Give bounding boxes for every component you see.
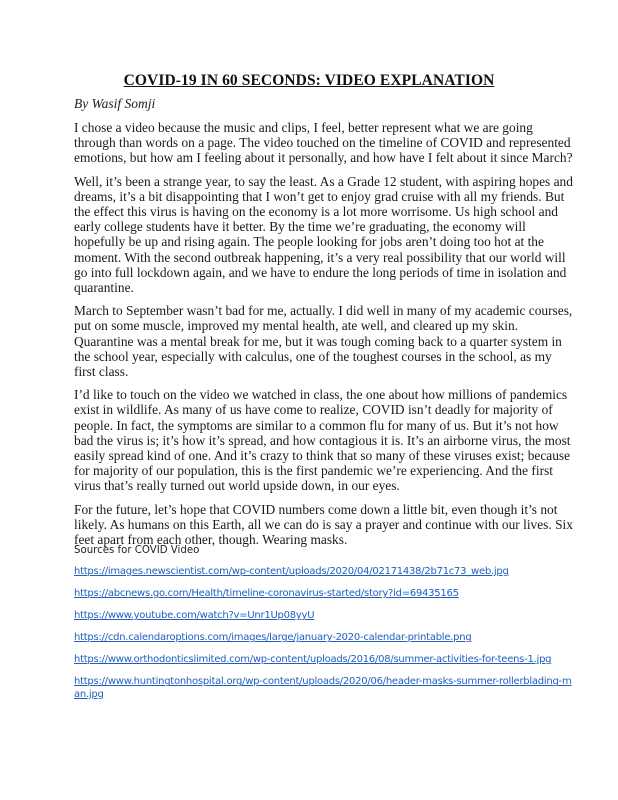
source-link[interactable]: https://www.huntingtonhospital.org/wp-content/uploads/2020/06/header-masks-summer-rollerblading-man.jpg [74, 676, 572, 700]
source-link[interactable]: https://abcnews.go.com/Health/timeline-coronavirus-started/story?id=69435165 [74, 588, 459, 600]
document-title: COVID-19 IN 60 SECONDS: VIDEO EXPLANATION [123, 72, 495, 89]
paragraph: For the future, let’s hope that COVID numbers come down a little bit, even though it’s not likely. As humans on this Earth, all we can do is say a prayer and continue with our lives. Six feet apart from each other, though. Wearing masks. [74, 501, 573, 548]
essay-body [74, 120, 574, 555]
source-link[interactable]: https://www.youtube.com/watch?v=Unr1Up08yyU [74, 610, 315, 622]
paragraph: Well, it’s been a strange year, to say the least. As a Grade 12 student, with aspiring hopes and dreams, it’s a bit disappointing that I won’t get to enjoy grad cruise with all my friends. But the effect this virus is having on the economy is a lot more worrisome. Us high school and early college students have it better. By the time we’re graduating, the economy will hopefully be up and rising again. The people looking for jobs aren’t doing too hot at the moment. With the second outbreak happening, it’s a very real possibility that our world will go into full lockdown again, and we have to endure the long periods of time in isolation and quarantine. [74, 173, 573, 296]
source-link[interactable]: https://images.newscientist.com/wp-content/uploads/2020/04/02171438/2b71c73_web.jpg [74, 566, 509, 577]
author-byline: By Wasif Somji [74, 96, 156, 111]
sources-section [74, 545, 574, 711]
paragraph: I chose a video because the music and clips, I feel, better represent what we are going through than words on a page. The video touched on the timeline of COVID and represented emotions, but how am I feeling about it personally, and how have I felt about it since March? [74, 120, 573, 166]
paragraph: March to September wasn’t bad for me, actually. I did well in many of my academic courses, put on some muscle, improved my mental health, ate well, and cleared up my skin. Quarantine was a mental break for me, but it was tough coming back to a quarter system in the school year, especially with calculus, one of the toughest courses in the school, as my first class. [74, 303, 573, 380]
source-link[interactable]: https://cdn.calendaroptions.com/images/large/january-2020-calendar-printable.png [74, 632, 472, 644]
source-link[interactable]: https://www.orthodonticslimited.com/wp-content/uploads/2016/08/summer-activities-for-teens-1.jpg [74, 654, 552, 666]
paragraph: I’d like to touch on the video we watched in class, the one about how millions of pandemics exist in wildlife. As many of us have come to realize, COVID isn’t deadly for majority of people. In fact, the symptoms are similar to a common flu for many of us. But it’s not how bad the virus is; it’s how it’s spread, and how contagious it is. It’s an airborne virus, the most easily spread kind of one. And it’s crazy to think that so many of these viruses exist; because for majority of our population, this is the first pandemic we’re experiencing. And the first virus that’s really turned out world upside down, in our eyes. [74, 387, 571, 494]
sources-heading: Sources for COVID Video [74, 545, 200, 556]
